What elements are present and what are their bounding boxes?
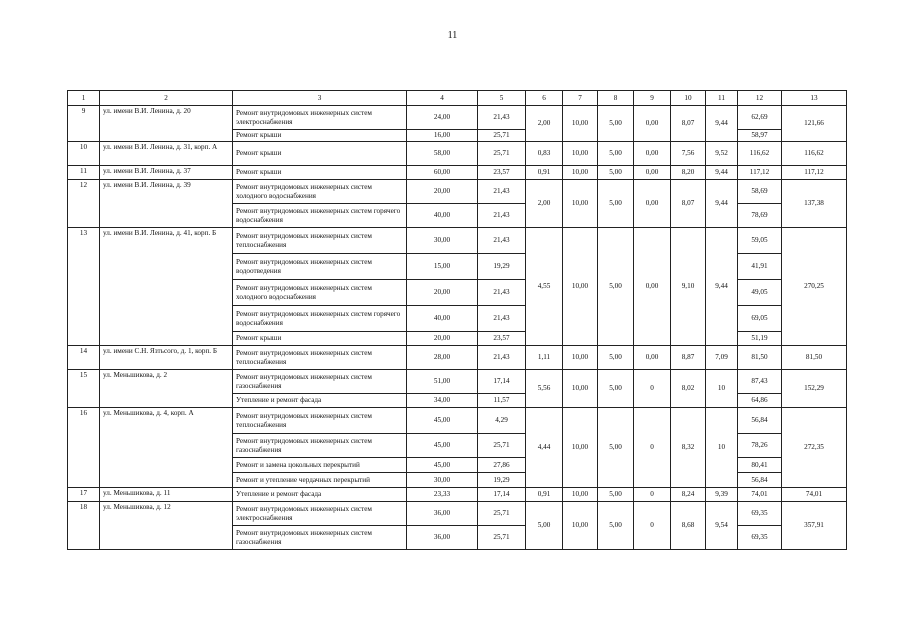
value-cell-col11: 7,09 bbox=[706, 346, 738, 370]
value-cell-col10: 7,56 bbox=[671, 142, 706, 166]
value-cell-col7: 10,00 bbox=[563, 228, 598, 346]
address-cell: ул. имени В.И. Ленина, д. 31, корп. А bbox=[100, 142, 233, 166]
value-cell-col5: 25,71 bbox=[478, 130, 526, 142]
work-type-cell: Ремонт внутридомовых инженерных систем электроснабжения bbox=[233, 106, 407, 130]
value-cell-col8: 5,00 bbox=[598, 370, 634, 408]
value-cell-col4: 45,00 bbox=[407, 408, 478, 434]
value-cell-col12: 51,19 bbox=[738, 332, 782, 346]
value-cell-col5: 23,57 bbox=[478, 332, 526, 346]
address-cell: ул. Меньшикова, д. 2 bbox=[100, 370, 233, 408]
value-cell-col8: 5,00 bbox=[598, 502, 634, 550]
address-cell: ул. Меньшикова, д. 12 bbox=[100, 502, 233, 550]
value-cell-col5: 25,71 bbox=[478, 526, 526, 550]
value-cell-col9: 0 bbox=[634, 370, 671, 408]
value-cell-col10: 8,20 bbox=[671, 166, 706, 180]
work-type-cell: Утепление и ремонт фасада bbox=[233, 488, 407, 502]
value-cell-col4: 40,00 bbox=[407, 204, 478, 228]
value-cell-col10: 8,02 bbox=[671, 370, 706, 408]
value-cell-col9: 0,00 bbox=[634, 106, 671, 142]
total-cell-col13: 270,25 bbox=[782, 228, 847, 346]
value-cell-col5: 21,43 bbox=[478, 280, 526, 306]
value-cell-col4: 24,00 bbox=[407, 106, 478, 130]
value-cell-col4: 36,00 bbox=[407, 502, 478, 526]
value-cell-col4: 20,00 bbox=[407, 180, 478, 204]
work-type-cell: Ремонт внутридомовых инженерных систем электроснабжения bbox=[233, 502, 407, 526]
value-cell-col9: 0,00 bbox=[634, 166, 671, 180]
value-cell-col12: 78,69 bbox=[738, 204, 782, 228]
value-cell-col12: 69,35 bbox=[738, 502, 782, 526]
work-type-cell: Ремонт внутридомовых инженерных систем водоотведения bbox=[233, 254, 407, 280]
row-number-cell: 18 bbox=[68, 502, 100, 550]
header-cell: 12 bbox=[738, 91, 782, 106]
value-cell-col8: 5,00 bbox=[598, 106, 634, 142]
value-cell-col12: 59,05 bbox=[738, 228, 782, 254]
header-cell: 10 bbox=[671, 91, 706, 106]
value-cell-col7: 10,00 bbox=[563, 346, 598, 370]
value-cell-col11: 9,44 bbox=[706, 228, 738, 346]
value-cell-col6: 4,55 bbox=[526, 228, 563, 346]
value-cell-col6: 0,91 bbox=[526, 166, 563, 180]
table-row bbox=[68, 502, 847, 526]
table-row bbox=[68, 228, 847, 254]
value-cell-col4: 51,00 bbox=[407, 370, 478, 394]
value-cell-col5: 21,43 bbox=[478, 180, 526, 204]
table-row bbox=[68, 106, 847, 130]
work-type-cell: Утепление и ремонт фасада bbox=[233, 394, 407, 408]
value-cell-col9: 0,00 bbox=[634, 142, 671, 166]
value-cell-col6: 5,56 bbox=[526, 370, 563, 408]
value-cell-col8: 5,00 bbox=[598, 180, 634, 228]
header-cell: 2 bbox=[100, 91, 233, 106]
work-type-cell: Ремонт внутридомовых инженерных систем теплоснабжения bbox=[233, 408, 407, 434]
value-cell-col7: 10,00 bbox=[563, 166, 598, 180]
value-cell-col5: 21,43 bbox=[478, 306, 526, 332]
value-cell-col12: 56,84 bbox=[738, 408, 782, 434]
value-cell-col5: 17,14 bbox=[478, 488, 526, 502]
value-cell-col7: 10,00 bbox=[563, 142, 598, 166]
value-cell-col8: 5,00 bbox=[598, 166, 634, 180]
value-cell-col6: 2,00 bbox=[526, 180, 563, 228]
value-cell-col12: 74,01 bbox=[738, 488, 782, 502]
value-cell-col11: 9,44 bbox=[706, 106, 738, 142]
value-cell-col9: 0,00 bbox=[634, 180, 671, 228]
table-row bbox=[68, 166, 847, 180]
value-cell-col5: 21,43 bbox=[478, 346, 526, 370]
value-cell-col11: 9,44 bbox=[706, 180, 738, 228]
header-cell: 9 bbox=[634, 91, 671, 106]
value-cell-col4: 20,00 bbox=[407, 280, 478, 306]
table-header-row bbox=[68, 91, 847, 106]
value-cell-col4: 23,33 bbox=[407, 488, 478, 502]
total-cell-col13: 116,62 bbox=[782, 142, 847, 166]
value-cell-col4: 34,00 bbox=[407, 394, 478, 408]
value-cell-col8: 5,00 bbox=[598, 408, 634, 488]
address-cell: ул. Меньшикова, д. 4, корп. А bbox=[100, 408, 233, 488]
value-cell-col7: 10,00 bbox=[563, 488, 598, 502]
total-cell-col13: 357,91 bbox=[782, 502, 847, 550]
total-cell-col13: 121,66 bbox=[782, 106, 847, 142]
address-cell: ул. имени В.И. Ленина, д. 41, корп. Б bbox=[100, 228, 233, 346]
row-number-cell: 9 bbox=[68, 106, 100, 142]
value-cell-col4: 45,00 bbox=[407, 458, 478, 473]
work-type-cell: Ремонт внутридомовых инженерных систем теплоснабжения bbox=[233, 228, 407, 254]
value-cell-col11: 9,44 bbox=[706, 166, 738, 180]
value-cell-col9: 0 bbox=[634, 488, 671, 502]
row-number-cell: 11 bbox=[68, 166, 100, 180]
address-cell: ул. имени В.И. Ленина, д. 37 bbox=[100, 166, 233, 180]
value-cell-col5: 23,57 bbox=[478, 166, 526, 180]
row-number-cell: 12 bbox=[68, 180, 100, 228]
value-cell-col6: 2,00 bbox=[526, 106, 563, 142]
page-number: 11 bbox=[447, 30, 458, 41]
value-cell-col12: 64,86 bbox=[738, 394, 782, 408]
total-cell-col13: 137,38 bbox=[782, 180, 847, 228]
work-type-cell: Ремонт внутридомовых инженерных систем газоснабжения bbox=[233, 526, 407, 550]
value-cell-col6: 0,91 bbox=[526, 488, 563, 502]
header-cell: 6 bbox=[526, 91, 563, 106]
value-cell-col7: 10,00 bbox=[563, 408, 598, 488]
value-cell-col10: 8,68 bbox=[671, 502, 706, 550]
value-cell-col12: 78,26 bbox=[738, 434, 782, 458]
table-row bbox=[68, 488, 847, 502]
value-cell-col5: 11,57 bbox=[478, 394, 526, 408]
table-row bbox=[68, 346, 847, 370]
value-cell-col5: 19,29 bbox=[478, 473, 526, 488]
value-cell-col12: 49,05 bbox=[738, 280, 782, 306]
total-cell-col13: 74,01 bbox=[782, 488, 847, 502]
row-number-cell: 15 bbox=[68, 370, 100, 408]
value-cell-col12: 41,91 bbox=[738, 254, 782, 280]
value-cell-col10: 8,87 bbox=[671, 346, 706, 370]
header-cell: 13 bbox=[782, 91, 847, 106]
value-cell-col5: 25,71 bbox=[478, 502, 526, 526]
value-cell-col12: 69,35 bbox=[738, 526, 782, 550]
value-cell-col4: 28,00 bbox=[407, 346, 478, 370]
row-number-cell: 16 bbox=[68, 408, 100, 488]
work-type-cell: Ремонт крыши bbox=[233, 130, 407, 142]
value-cell-col4: 60,00 bbox=[407, 166, 478, 180]
total-cell-col13: 272,35 bbox=[782, 408, 847, 488]
value-cell-col4: 30,00 bbox=[407, 473, 478, 488]
value-cell-col8: 5,00 bbox=[598, 346, 634, 370]
value-cell-col8: 5,00 bbox=[598, 488, 634, 502]
value-cell-col12: 87,43 bbox=[738, 370, 782, 394]
work-type-cell: Ремонт внутридомовых инженерных систем газоснабжения bbox=[233, 370, 407, 394]
value-cell-col4: 15,00 bbox=[407, 254, 478, 280]
header-cell: 5 bbox=[478, 91, 526, 106]
total-cell-col13: 81,50 bbox=[782, 346, 847, 370]
value-cell-col10: 9,10 bbox=[671, 228, 706, 346]
work-type-cell: Ремонт внутридомовых инженерных систем газоснабжения bbox=[233, 434, 407, 458]
value-cell-col6: 4,44 bbox=[526, 408, 563, 488]
value-cell-col5: 17,14 bbox=[478, 370, 526, 394]
value-cell-col6: 1,11 bbox=[526, 346, 563, 370]
value-cell-col7: 10,00 bbox=[563, 370, 598, 408]
row-number-cell: 14 bbox=[68, 346, 100, 370]
work-type-cell: Ремонт крыши bbox=[233, 166, 407, 180]
value-cell-col11: 9,39 bbox=[706, 488, 738, 502]
value-cell-col9: 0,00 bbox=[634, 346, 671, 370]
work-type-cell: Ремонт и замена цокольных перекрытий bbox=[233, 458, 407, 473]
value-cell-col5: 21,43 bbox=[478, 204, 526, 228]
value-cell-col8: 5,00 bbox=[598, 142, 634, 166]
value-cell-col7: 10,00 bbox=[563, 502, 598, 550]
header-cell: 11 bbox=[706, 91, 738, 106]
address-cell: ул. имени С.Н. Язтьсого, д. 1, корп. Б bbox=[100, 346, 233, 370]
work-type-cell: Ремонт внутридомовых инженерных систем холодного водоснабжения bbox=[233, 180, 407, 204]
table-row bbox=[68, 370, 847, 394]
work-type-cell: Ремонт крыши bbox=[233, 332, 407, 346]
value-cell-col5: 25,71 bbox=[478, 434, 526, 458]
value-cell-col5: 19,29 bbox=[478, 254, 526, 280]
table-row bbox=[68, 142, 847, 166]
work-type-cell: Ремонт внутридомовых инженерных систем горячего водоснабжения bbox=[233, 204, 407, 228]
header-cell: 8 bbox=[598, 91, 634, 106]
total-cell-col13: 117,12 bbox=[782, 166, 847, 180]
value-cell-col12: 69,05 bbox=[738, 306, 782, 332]
value-cell-col12: 80,41 bbox=[738, 458, 782, 473]
total-cell-col13: 152,29 bbox=[782, 370, 847, 408]
value-cell-col10: 8,07 bbox=[671, 180, 706, 228]
value-cell-col5: 21,43 bbox=[478, 228, 526, 254]
value-cell-col11: 10 bbox=[706, 370, 738, 408]
value-cell-col9: 0 bbox=[634, 502, 671, 550]
value-cell-col4: 45,00 bbox=[407, 434, 478, 458]
repair-cost-table bbox=[67, 90, 847, 550]
value-cell-col11: 9,54 bbox=[706, 502, 738, 550]
value-cell-col12: 116,62 bbox=[738, 142, 782, 166]
value-cell-col7: 10,00 bbox=[563, 180, 598, 228]
value-cell-col4: 16,00 bbox=[407, 130, 478, 142]
value-cell-col12: 62,69 bbox=[738, 106, 782, 130]
value-cell-col5: 4,29 bbox=[478, 408, 526, 434]
value-cell-col6: 5,00 bbox=[526, 502, 563, 550]
value-cell-col12: 56,84 bbox=[738, 473, 782, 488]
value-cell-col12: 58,69 bbox=[738, 180, 782, 204]
header-cell: 4 bbox=[407, 91, 478, 106]
row-number-cell: 10 bbox=[68, 142, 100, 166]
value-cell-col4: 36,00 bbox=[407, 526, 478, 550]
table-row bbox=[68, 408, 847, 434]
value-cell-col6: 0,83 bbox=[526, 142, 563, 166]
row-number-cell: 13 bbox=[68, 228, 100, 346]
header-cell: 3 bbox=[233, 91, 407, 106]
value-cell-col5: 25,71 bbox=[478, 142, 526, 166]
work-type-cell: Ремонт внутридомовых инженерных систем теплоснабжения bbox=[233, 346, 407, 370]
work-type-cell: Ремонт и утепление чердачных перекрытий bbox=[233, 473, 407, 488]
work-type-cell: Ремонт внутридомовых инженерных систем холодного водоснабжения bbox=[233, 280, 407, 306]
value-cell-col7: 10,00 bbox=[563, 106, 598, 142]
header-cell: 7 bbox=[563, 91, 598, 106]
work-type-cell: Ремонт внутридомовых инженерных систем горячего водоснабжения bbox=[233, 306, 407, 332]
value-cell-col11: 10 bbox=[706, 408, 738, 488]
value-cell-col12: 81,50 bbox=[738, 346, 782, 370]
value-cell-col4: 40,00 bbox=[407, 306, 478, 332]
value-cell-col10: 8,32 bbox=[671, 408, 706, 488]
address-cell: ул. Меньшикова, д. 11 bbox=[100, 488, 233, 502]
value-cell-col4: 20,00 bbox=[407, 332, 478, 346]
address-cell: ул. имени В.И. Ленина, д. 20 bbox=[100, 106, 233, 142]
work-type-cell: Ремонт крыши bbox=[233, 142, 407, 166]
value-cell-col5: 21,43 bbox=[478, 106, 526, 130]
value-cell-col9: 0,00 bbox=[634, 228, 671, 346]
value-cell-col5: 27,86 bbox=[478, 458, 526, 473]
row-number-cell: 17 bbox=[68, 488, 100, 502]
address-cell: ул. имени В.И. Ленина, д. 39 bbox=[100, 180, 233, 228]
value-cell-col4: 30,00 bbox=[407, 228, 478, 254]
value-cell-col11: 9,52 bbox=[706, 142, 738, 166]
value-cell-col10: 8,07 bbox=[671, 106, 706, 142]
value-cell-col10: 8,24 bbox=[671, 488, 706, 502]
value-cell-col12: 58,97 bbox=[738, 130, 782, 142]
value-cell-col8: 5,00 bbox=[598, 228, 634, 346]
value-cell-col12: 117,12 bbox=[738, 166, 782, 180]
value-cell-col9: 0 bbox=[634, 408, 671, 488]
table-row bbox=[68, 180, 847, 204]
value-cell-col4: 58,00 bbox=[407, 142, 478, 166]
header-cell: 1 bbox=[68, 91, 100, 106]
